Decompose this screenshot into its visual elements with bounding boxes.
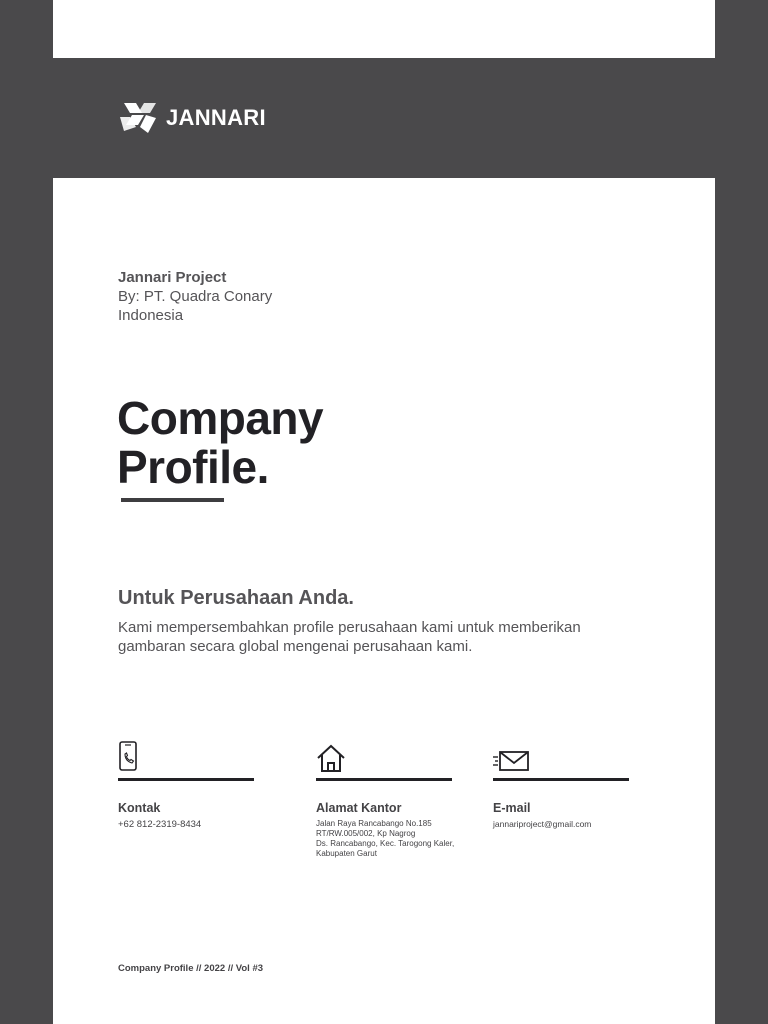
jannari-logo-icon bbox=[118, 101, 158, 135]
email-column bbox=[493, 740, 629, 830]
home-icon bbox=[316, 740, 454, 774]
contact-label: Kontak bbox=[118, 801, 161, 815]
brand-name: JANNARI bbox=[166, 105, 266, 130]
document-page bbox=[53, 178, 715, 1024]
country: Indonesia bbox=[118, 307, 184, 324]
office-column bbox=[316, 740, 454, 859]
title-line-1: Company bbox=[117, 392, 324, 444]
title-line-2: Profile. bbox=[117, 441, 269, 493]
intro-heading: Untuk Perusahaan Anda. bbox=[118, 587, 354, 609]
office-rule bbox=[316, 778, 452, 781]
page-footer: Company Profile // 2022 // Vol #3 bbox=[118, 963, 264, 974]
email-address: jannariproject@gmail.com bbox=[493, 819, 592, 829]
brand-logo bbox=[118, 100, 266, 136]
intro-section bbox=[118, 586, 638, 656]
address-line-3: Ds. Rancabango, Kec. Tarogong Kaler, bbox=[316, 839, 455, 848]
contact-phone: +62 812-2319-8434 bbox=[118, 819, 202, 830]
address-line-2: RT/RW.005/002, Kp Nagrog bbox=[316, 829, 416, 838]
intro-body-line-1: Kami mempersembahkan profile perusahaan kami untuk memberikan bbox=[118, 619, 581, 636]
email-rule bbox=[493, 778, 629, 781]
intro-body-line-2: gambaran secara global mengenai perusahaan kami. bbox=[118, 638, 473, 655]
title-underline bbox=[121, 498, 224, 502]
office-label: Alamat Kantor bbox=[316, 801, 402, 815]
document-header bbox=[118, 268, 272, 325]
address-line-4: Kabupaten Garut bbox=[316, 849, 377, 858]
contact-rule bbox=[118, 778, 254, 781]
project-name: Jannari Project bbox=[118, 269, 227, 286]
email-label: E-mail bbox=[493, 801, 531, 815]
contact-column bbox=[118, 740, 254, 830]
page-title bbox=[117, 394, 323, 492]
address-line-1: Jalan Raya Rancabango No.185 bbox=[316, 819, 432, 828]
company-name: By: PT. Quadra Conary bbox=[118, 288, 273, 305]
previous-page-edge bbox=[53, 0, 715, 58]
phone-icon bbox=[118, 740, 254, 774]
mail-icon bbox=[493, 740, 629, 774]
office-address bbox=[316, 819, 454, 859]
